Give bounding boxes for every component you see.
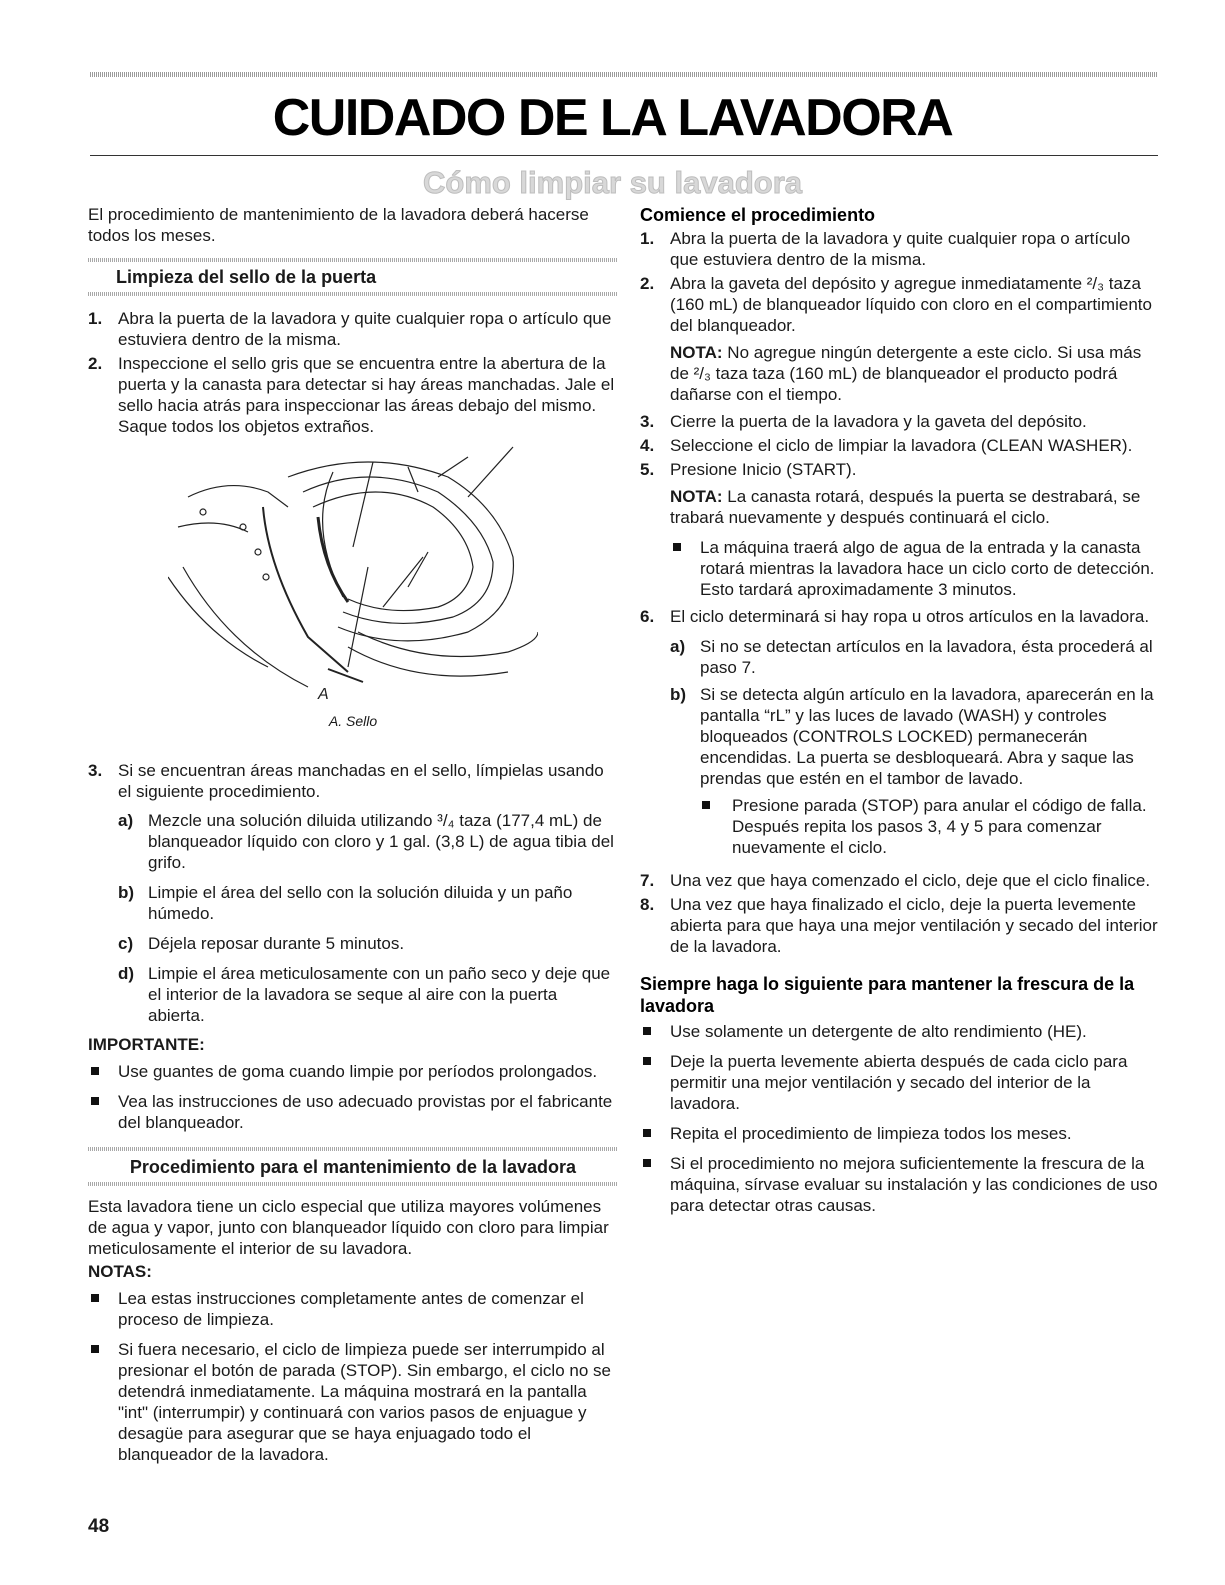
bullet-icon [673, 543, 681, 551]
notes-label: NOTAS: [88, 1262, 152, 1281]
bullet-icon [643, 1159, 651, 1167]
seal-section-header [88, 258, 618, 296]
bullet-icon [643, 1129, 651, 1137]
step-7: 7. Una vez que haya comenzado el ciclo, deje que el ciclo finalice. [640, 871, 1151, 890]
step-2: 2. Abra la gaveta del depósito y agregue inmediatamente ²/₃ taza (160 mL) de blanqueador líquido con cloro en el compartimiento del blanqueador. [640, 274, 1152, 335]
seal-step-3: 3. Si se encuentran áreas manchadas en el sello, límpielas usando el siguiente procedimiento. [88, 761, 604, 801]
left-column [88, 204, 618, 1465]
seal-step-2: 2. Inspeccione el sello gris que se encuentra entre la abertura de la puerta y la canasta para detectar si hay áreas manchadas. Jale el sello hacia atrás para inspeccionar las áreas debajo del mismo. Saque todos los objetos extraños. [88, 354, 615, 436]
fresh-heading: Siempre haga lo siguiente para mantener la frescura de la lavadora [640, 974, 1135, 1016]
fresh-item: Si el procedimiento no mejora suficientemente la frescura de la máquina, sírvase evaluar su instalación y las condiciones de uso para detectar otras causas. [640, 1153, 1162, 1216]
important-label: IMPORTANTE: [88, 1035, 205, 1054]
notes-item: Lea estas instrucciones completamente antes de comenzar el proceso de limpieza. [88, 1288, 618, 1330]
step-8: 8. Una vez que haya finalizado el ciclo, deje la puerta levemente abierta para que haya una mejor ventilación y secado del interior de la lavadora. [640, 895, 1158, 956]
seal-step-3a: a) Mezcle una solución diluida utilizando ³/₄ taza (177,4 mL) de blanqueador líquido con cloro y 1 gal. (3,8 L) de agua tibia del grifo. [118, 811, 614, 872]
fresh-item: Repita el procedimiento de limpieza todos los meses. [640, 1123, 1162, 1144]
notes-item: Si fuera necesario, el ciclo de limpieza puede ser interrumpido al presionar el botón de parada (STOP). Sin embargo, el ciclo no se detendrá inmediatamente. La máquina mostrará en la pantalla "int" (interrumpir) y continuará con varios pasos de enjuague y desagüe para asegurar que se haya enjuagado todo el blanqueador de la lavadora. [88, 1339, 618, 1465]
seal-step-3c: c) Déjela reposar durante 5 minutos. [118, 934, 405, 953]
maint-heading: Procedimiento para el mantenimiento de la lavadora [129, 1157, 577, 1177]
step-3: 3. Cierre la puerta de la lavadora y la gaveta del depósito. [640, 412, 1087, 431]
right-column [640, 204, 1162, 1216]
step-5-note: NOTA: La canasta rotará, después la puerta se destrabará, se trabará nuevamente y después continuará el ciclo. [670, 487, 1141, 527]
maint-section-header [88, 1147, 618, 1186]
fresh-item: Deje la puerta levemente abierta después de cada ciclo para permitir una mejor ventilación y secado del interior de la lavadora. [640, 1051, 1162, 1114]
step-5-bullet: La máquina traerá algo de agua de la entrada y la canasta rotará mientras la lavadora hace un ciclo corto de detección. Esto tardará aproximadamente 3 minutos. [640, 537, 1162, 600]
fresh-item: Use solamente un detergente de alto rendimiento (HE). [640, 1021, 1162, 1042]
maint-intro: Esta lavadora tiene un ciclo especial que utiliza mayores volúmenes de agua y vapor, junto con blanqueador líquido con cloro para limpiar meticulosamente el interior de su lavadora. [88, 1197, 609, 1258]
page-number: 48 [88, 1516, 110, 1537]
top-hatch-rule [90, 72, 1158, 77]
intro-paragraph: El procedimiento de mantenimiento de la lavadora deberá hacerse todos los meses. [88, 205, 589, 245]
seal-step-1: 1. Abra la puerta de la lavadora y quite cualquier ropa o artículo que estuviera dentro de la misma. [88, 309, 612, 349]
important-item: Vea las instrucciones de uso adecuado provistas por el fabricante del blanqueador. [88, 1091, 618, 1133]
bullet-icon [702, 801, 710, 809]
begin-heading: Comience el procedimiento [640, 205, 876, 225]
bullet-icon [643, 1057, 651, 1065]
section-title: Cómo limpiar su lavadora [423, 165, 802, 200]
step-2-note: NOTA: No agregue ningún detergente a este ciclo. Si usa más de ²/₃ taza taza (160 mL) de blanqueador el producto podrá dañarse con el tiempo. [670, 343, 1142, 404]
important-item: Use guantes de goma cuando limpie por períodos prolongados. [88, 1061, 618, 1082]
seal-step-3d: d) Limpie el área meticulosamente con un paño seco y deje que el interior de la lavadora se seque al aire con la puerta abierta. [118, 964, 611, 1025]
step-6b: b) Si se detecta algún artículo en la lavadora, aparecerán en la pantalla “rL” y las luces de lavado (WASH) y controles bloqueados (CONTROLS LOCKED) permanecerán encendidas. La puerta se desbloqueará. Abra y saque las prendas que estén en el tambor de lavado. [670, 685, 1154, 788]
title-underline [90, 155, 1158, 156]
figure-label: A [318, 686, 329, 703]
step-1: 1. Abra la puerta de la lavadora y quite cualquier ropa o artículo que estuviera dentro de la misma. [640, 229, 1131, 269]
bullet-icon [643, 1027, 651, 1035]
step-6b-bullet: Presione parada (STOP) para anular el código de falla. Después repita los pasos 3, 4 y 5 para comenzar nuevamente el ciclo. [640, 795, 1162, 858]
bullet-icon [91, 1345, 99, 1353]
bullet-icon [91, 1097, 99, 1105]
bullet-icon [91, 1067, 99, 1075]
seal-heading: Limpieza del sello de la puerta [116, 267, 377, 287]
step-5: 5. Presione Inicio (START). [640, 460, 857, 479]
step-6: 6. El ciclo determinará si hay ropa u otros artículos en la lavadora. [640, 607, 1150, 626]
bullet-icon [91, 1294, 99, 1302]
page-title: CUIDADO DE LA LAVADORA [272, 89, 953, 147]
step-6a: a) Si no se detectan artículos en la lavadora, ésta procederá al paso 7. [670, 637, 1153, 677]
door-seal-illustration [168, 437, 538, 707]
step-4: 4. Seleccione el ciclo de limpiar la lavadora (CLEAN WASHER). [640, 436, 1133, 455]
seal-step-3b: b) Limpie el área del sello con la solución diluida y un paño húmedo. [118, 883, 573, 923]
figure-caption: A. Sello [328, 713, 378, 729]
